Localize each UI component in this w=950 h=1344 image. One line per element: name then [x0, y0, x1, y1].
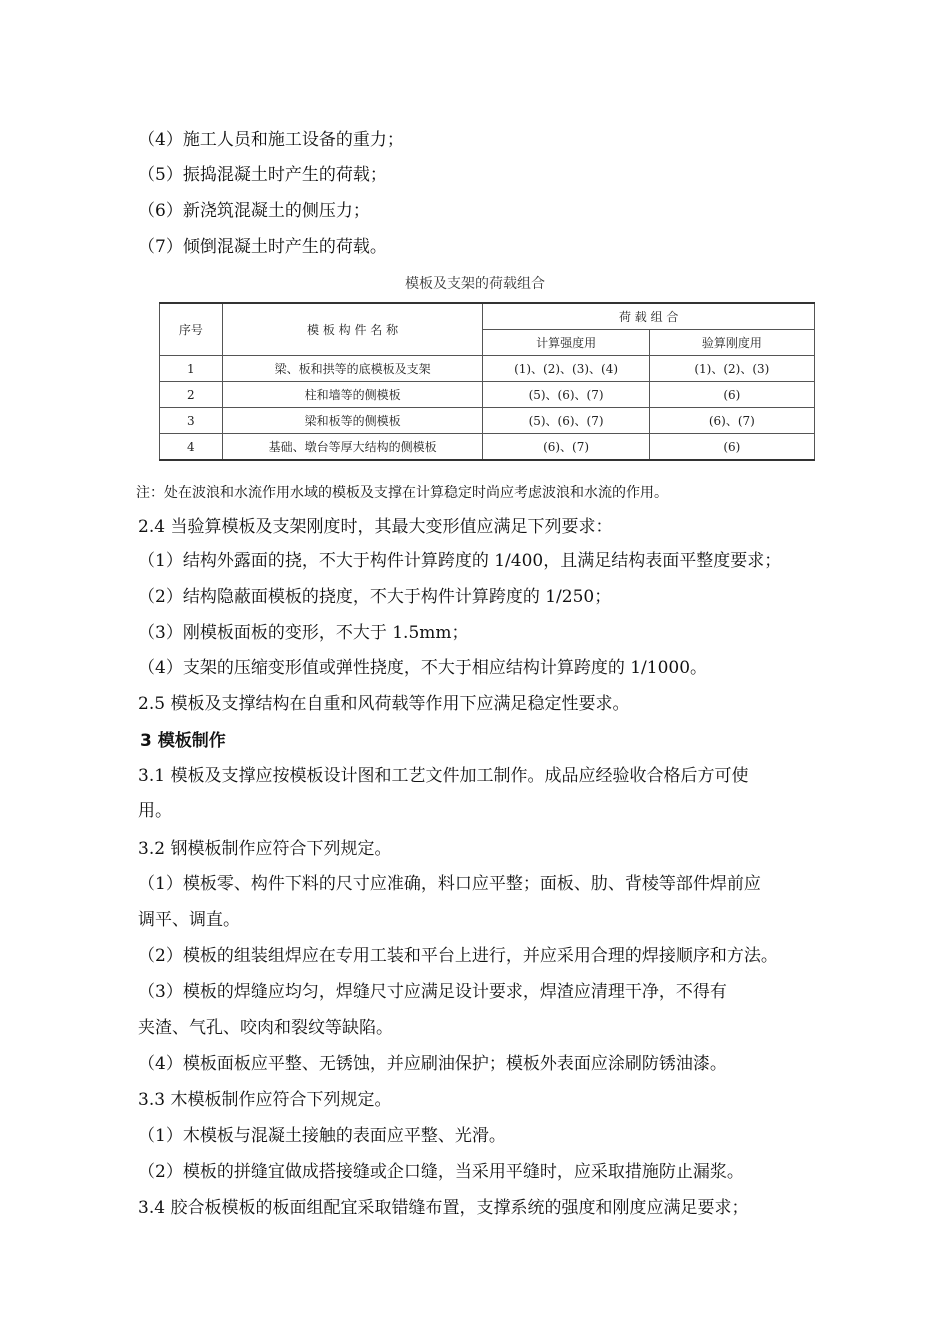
body-line: （1）结构外露面的挠，不大于构件计算跨度的 1/400，且满足结构表面平整度要求；	[138, 551, 782, 571]
section-line: 用。	[138, 801, 172, 821]
cell-strength: (6)、(7)	[483, 434, 649, 461]
section-line: （2）模板的组装组焊应在专用工装和平台上进行，并应采用合理的焊接顺序和方法。	[138, 946, 778, 966]
cell-strength: (1)、(2)、(3)、(4)	[483, 356, 649, 382]
cell-index: 3	[160, 408, 223, 434]
intro-item: （4）施工人员和施工设备的重力；	[138, 130, 404, 150]
cell-stiffness: (1)、(2)、(3)	[649, 356, 814, 382]
cell-stiffness: (6)、(7)	[649, 408, 814, 434]
table-row	[160, 408, 815, 434]
cell-name: 基础、墩台等厚大结构的侧模板	[222, 434, 483, 461]
section-line: （4）模板面板应平整、无锈蚀，并应刷油保护；模板外表面应涂刷防锈油漆。	[138, 1054, 727, 1074]
cell-name: 柱和墙等的侧模板	[222, 382, 483, 408]
section-line: （2）模板的拼缝宜做成搭接缝或企口缝，当采用平缝时，应采取措施防止漏浆。	[138, 1162, 744, 1182]
body-line: （2）结构隐蔽面模板的挠度，不大于构件计算跨度的 1/250；	[138, 587, 612, 607]
load-combination-table	[159, 302, 815, 461]
section-line: 夹渣、气孔、咬肉和裂纹等缺陷。	[138, 1018, 393, 1038]
section-line: 调平、调直。	[138, 910, 240, 930]
body-line: （3）刚模板面板的变形，不大于 1.5mm；	[138, 623, 469, 643]
header-strength: 计算强度用	[483, 330, 649, 356]
section-line: 3.4 胶合板模板的板面组配宜采取错缝布置，支撑系统的强度和刚度应满足要求；	[138, 1198, 749, 1218]
intro-item: （5）振捣混凝土时产生的荷载；	[138, 165, 387, 185]
cell-index: 4	[160, 434, 223, 461]
body-line: （4）支架的压缩变形值或弹性挠度，不大于相应结构计算跨度的 1/1000。	[138, 658, 708, 678]
header-stiffness: 验算刚度用	[649, 330, 814, 356]
cell-strength: (5)、(6)、(7)	[483, 382, 649, 408]
table-row	[160, 434, 815, 461]
intro-item: （6）新浇筑混凝土的侧压力；	[138, 201, 370, 221]
cell-index: 1	[160, 356, 223, 382]
section-line: 3.3 木模板制作应符合下列规定。	[138, 1090, 392, 1110]
body-line: 2.4 当验算模板及支架刚度时，其最大变形值应满足下列要求：	[138, 517, 613, 537]
cell-stiffness: (6)	[649, 434, 814, 461]
section-line: （1）模板零、构件下料的尺寸应准确，料口应平整；面板、肋、背棱等部件焊前应	[138, 874, 761, 894]
table-note: 注：处在波浪和水流作用水域的模板及支撑在计算稳定时尚应考虑波浪和水流的作用。	[136, 485, 668, 501]
table-caption: 模板及支架的荷载组合	[405, 276, 545, 292]
cell-strength: (5)、(6)、(7)	[483, 408, 649, 434]
header-index: 序号	[160, 303, 223, 356]
cell-index: 2	[160, 382, 223, 408]
section-heading: 3 模板制作	[140, 731, 226, 751]
cell-name: 梁、板和拱等的底模板及支架	[222, 356, 483, 382]
table-row	[160, 382, 815, 408]
cell-stiffness: (6)	[649, 382, 814, 408]
intro-item: （7）倾倒混凝土时产生的荷载。	[138, 237, 387, 257]
header-name: 模 板 构 件 名 称	[222, 303, 483, 356]
section-line: 3.2 钢模板制作应符合下列规定。	[138, 839, 392, 859]
section-line: （1）木模板与混凝土接触的表面应平整、光滑。	[138, 1126, 506, 1146]
body-line: 2.5 模板及支撑结构在自重和风荷载等作用下应满足稳定性要求。	[138, 694, 630, 714]
section-line: （3）模板的焊缝应均匀，焊缝尺寸应满足设计要求，焊渣应清理干净，不得有	[138, 982, 727, 1002]
section-line: 3.1 模板及支撑应按模板设计图和工艺文件加工制作。成品应经验收合格后方可使	[138, 766, 749, 786]
table-header-row	[160, 303, 815, 330]
table-row	[160, 356, 815, 382]
header-group: 荷 载 组 合	[483, 303, 815, 330]
cell-name: 梁和板等的侧模板	[222, 408, 483, 434]
